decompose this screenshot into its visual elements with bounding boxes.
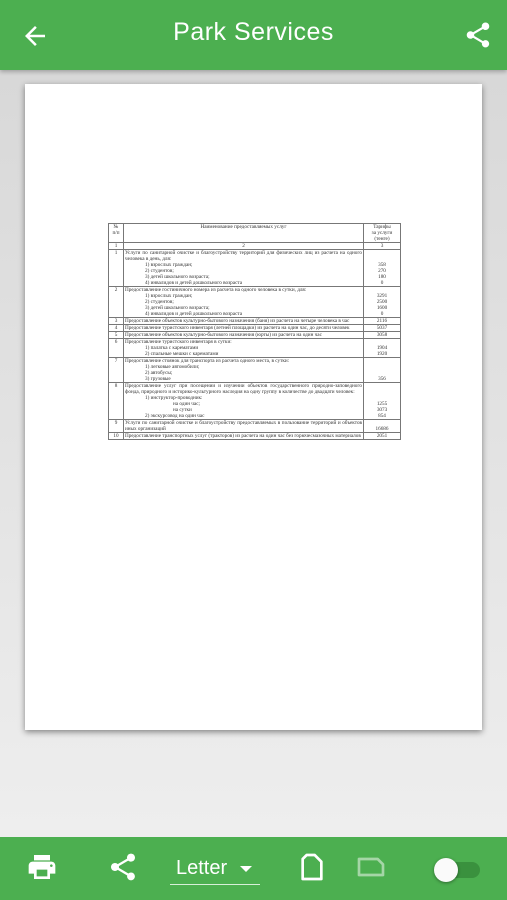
tariff-cell xyxy=(364,287,401,318)
service-cell xyxy=(124,250,364,287)
tariff-value: 1255 xyxy=(376,401,388,407)
service-cell xyxy=(124,287,364,318)
tariff-value: 16686 xyxy=(375,426,389,432)
table-row xyxy=(109,287,401,318)
row-number: 4 xyxy=(109,325,124,332)
page-title: Park Services xyxy=(173,18,334,46)
document-page xyxy=(25,84,482,730)
service-subitem: 2) экскурсовод на один час xyxy=(145,413,205,419)
service-cell xyxy=(124,358,364,383)
dropdown-arrow-icon xyxy=(240,866,252,872)
share-icon[interactable] xyxy=(107,851,139,883)
service-description: Предоставление туристского инвентаря в сутки: xyxy=(125,339,232,345)
table-body xyxy=(109,250,401,440)
service-subitem: 2) студентов; xyxy=(145,299,174,305)
service-subitem: 2) автобусы; xyxy=(145,370,173,376)
tariff-cell xyxy=(364,420,401,433)
tariff-value: 3073 xyxy=(376,407,388,413)
table-row xyxy=(109,250,401,287)
paper-size-label: Letter xyxy=(176,857,228,879)
service-cell xyxy=(124,433,364,440)
index-cell: 1 xyxy=(109,243,124,250)
row-number: 8 xyxy=(109,383,124,420)
service-description: Предоставление услуг при посещении и изучении объектов государственного природно-заповедного фонда, природного и историко-культурного наследия на одну группу в количестве до двадцати человек: xyxy=(125,383,362,395)
tariff-cell xyxy=(364,250,401,287)
column-header-service: Наименование предоставляемых услуг xyxy=(124,224,364,243)
tariff-value: 5037 xyxy=(376,325,388,331)
service-subitem: 1) легковые автомобили; xyxy=(145,364,200,370)
tariff-cell xyxy=(364,325,401,332)
row-number: 6 xyxy=(109,339,124,358)
portrait-orientation-icon[interactable] xyxy=(296,851,328,883)
service-subitem: 4) инвалидов и детей дошкольного возраста xyxy=(145,280,243,286)
table-row xyxy=(109,358,401,383)
table-row xyxy=(109,332,401,339)
service-subitem: на один час; xyxy=(173,401,200,407)
service-description: Предоставление стоянок для транспорта из расчета одного места, в сутки: xyxy=(125,358,290,364)
service-subitem: 1) палатка с карематами xyxy=(145,345,199,351)
column-header-number: № п/п xyxy=(109,224,124,243)
tariff-value: 180 xyxy=(378,274,386,280)
tariff-value: 3291 xyxy=(376,293,388,299)
table-index-row xyxy=(109,243,401,250)
tariff-table xyxy=(108,223,401,440)
index-cell: 3 xyxy=(364,243,401,250)
service-description: Предоставление транспортных услуг (тракторов) из расчета на один час без горючесмазочных материалов xyxy=(125,433,361,439)
service-description: Предоставление объектов культурно-бытового назначения (юрты) из расчета на один час xyxy=(125,332,322,338)
table-row xyxy=(109,318,401,325)
landscape-orientation-icon[interactable] xyxy=(355,851,387,883)
tariff-value: 854 xyxy=(378,413,386,419)
service-subitem: 3) грузовые xyxy=(145,376,171,382)
service-subitem: 3) детей школьного возраста; xyxy=(145,274,210,280)
service-description: Услуги по санитарной очистке и благоустройству территорий для физических лиц из расчета на одного человека в день, для: xyxy=(125,250,362,262)
service-cell xyxy=(124,332,364,339)
service-description: Предоставление объектов культурно-бытового назначения (баня) из расчета на четыре человека в час xyxy=(125,318,350,324)
app-bar xyxy=(0,0,507,70)
tariff-value: 356 xyxy=(378,376,386,382)
table-row xyxy=(109,383,401,420)
tariff-value: 0 xyxy=(380,311,384,317)
tariff-cell xyxy=(364,318,401,325)
tariff-value: 358 xyxy=(378,262,386,268)
row-number: 5 xyxy=(109,332,124,339)
service-subitem: 1) инструктор-проводник: xyxy=(145,395,203,401)
index-cell: 2 xyxy=(124,243,364,250)
service-subitem: на сутки xyxy=(173,407,192,413)
tariff-cell xyxy=(364,358,401,383)
service-subitem: 2) спальные мешки с карематами xyxy=(145,351,219,357)
tariff-value: 2500 xyxy=(376,299,388,305)
service-cell xyxy=(124,383,364,420)
service-subitem: 3) детей школьного возраста; xyxy=(145,305,210,311)
tariff-cell xyxy=(364,383,401,420)
service-description: Услуги по санитарной очистке и благоустройству предоставляемых в пользование территорий и объектов иных организаций xyxy=(125,420,362,432)
service-cell xyxy=(124,339,364,358)
table-row xyxy=(109,339,401,358)
row-number: 2 xyxy=(109,287,124,318)
row-number: 9 xyxy=(109,420,124,433)
service-description: Предоставление гостиничного номера из расчета на одного человека в сутки, для: xyxy=(125,287,307,293)
tariff-value: 3058 xyxy=(376,332,388,338)
service-cell xyxy=(124,325,364,332)
tariff-cell xyxy=(364,339,401,358)
table-row xyxy=(109,433,401,440)
tariff-cell xyxy=(364,332,401,339)
options-toggle[interactable] xyxy=(434,856,480,882)
print-icon[interactable] xyxy=(26,851,58,883)
service-description: Предоставление туристского инвентаря (летней площадки) из расчета на один час, до десяти человек xyxy=(125,325,350,331)
share-icon[interactable] xyxy=(463,20,493,50)
row-number: 10 xyxy=(109,433,124,440)
tariff-cell xyxy=(364,433,401,440)
tariff-value: 0 xyxy=(380,280,384,286)
bottom-toolbar xyxy=(0,837,507,900)
row-number: 7 xyxy=(109,358,124,383)
tariff-value: 270 xyxy=(378,268,386,274)
service-cell xyxy=(124,318,364,325)
paper-size-dropdown[interactable] xyxy=(170,854,260,885)
table-row xyxy=(109,325,401,332)
table-header-row xyxy=(109,224,401,243)
service-subitem: 1) взрослых граждан; xyxy=(145,262,193,268)
table-row xyxy=(109,420,401,433)
row-number: 1 xyxy=(109,250,124,287)
service-subitem: 4) инвалидов и детей дошкольного возраста xyxy=(145,311,243,317)
tariff-value: 2051 xyxy=(376,433,388,439)
column-header-tariff: Тарифы за услуги (тенге) xyxy=(364,224,401,243)
tariff-value: 1920 xyxy=(376,351,388,357)
service-subitem: 2) студентов; xyxy=(145,268,174,274)
tariff-value: 1600 xyxy=(376,305,388,311)
row-number: 3 xyxy=(109,318,124,325)
print-preview-area[interactable] xyxy=(0,70,507,837)
tariff-value: 1904 xyxy=(376,345,388,351)
service-subitem: 1) взрослых граждан; xyxy=(145,293,193,299)
service-cell xyxy=(124,420,364,433)
tariff-value: 2116 xyxy=(376,318,388,324)
toggle-knob xyxy=(434,858,458,882)
